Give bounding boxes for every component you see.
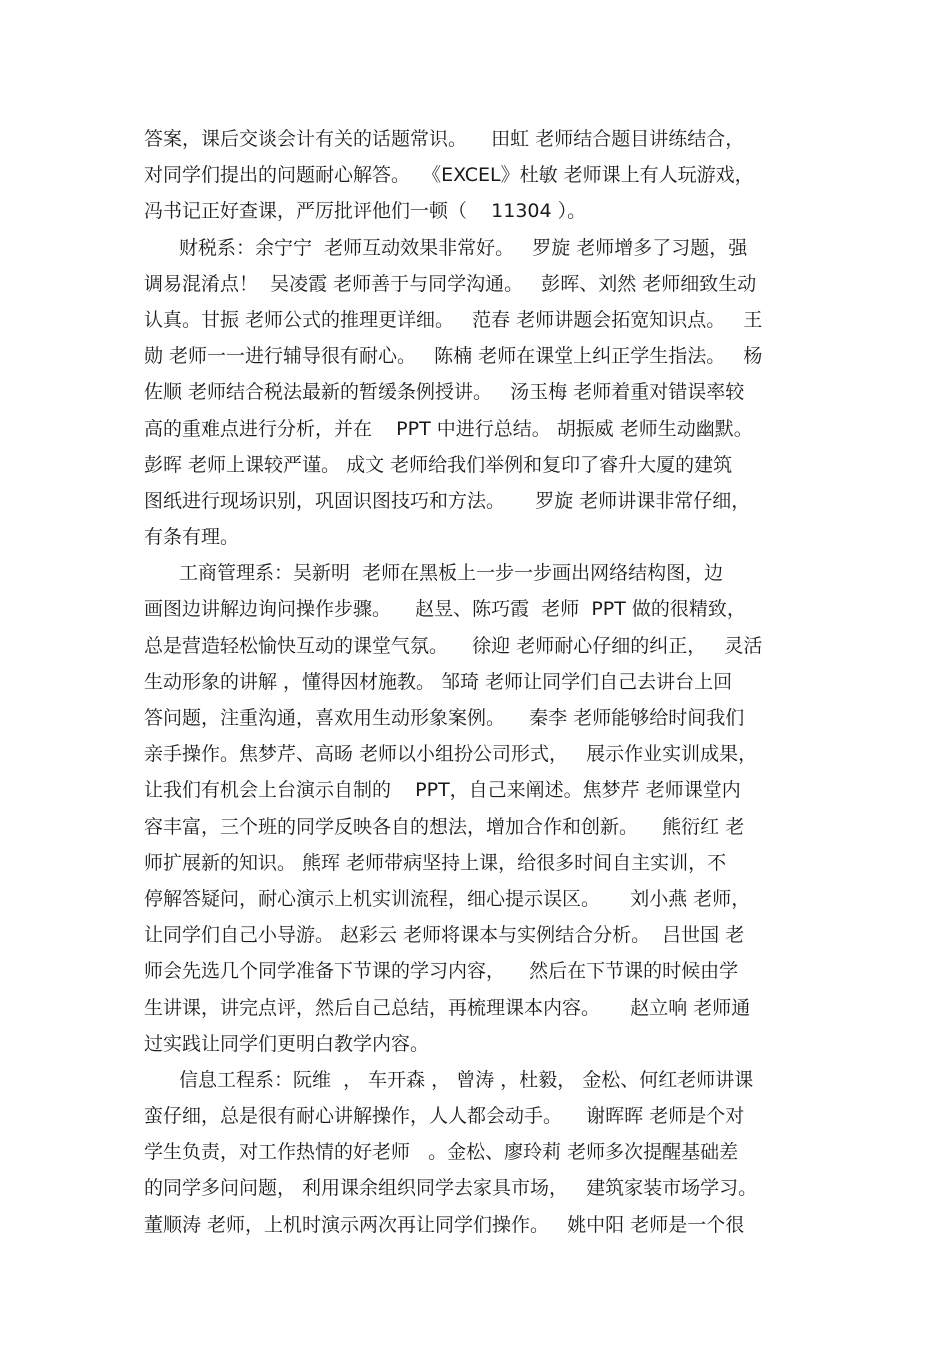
- text-line: 认真。甘振 老师公式的推理更详细。 范春 老师讲题会拓宽知识点。 王: [144, 308, 763, 331]
- text-line: 师会先选几个同学准备下节课的学习内容， 然后在下节课的时候由学: [144, 960, 739, 983]
- text-line: 容丰富，三个班的同学反映各自的想法，增加合作和创新。 熊衍红 老: [144, 815, 745, 838]
- text-line: 师扩展新的知识。 熊珲 老师带病坚持上课，给很多时间自主实训，不: [144, 851, 727, 874]
- paragraph-start-line: 工商管理系：吴新明 老师在黑板上一步一步画出网络结构图，边: [179, 562, 724, 585]
- text-line: 过实践让同学们更明白教学内容。: [144, 1032, 430, 1055]
- text-line: 对同学们提出的问题耐心解答。 《EXCEL》杜敏 老师课上有人玩游戏，: [144, 164, 754, 187]
- text-line: 画图边讲解边询问操作步骤。 赵昱、陈巧霞 老师 PPT 做的很精致，: [144, 598, 746, 621]
- text-line: 让同学们自己小导游。 赵彩云 老师将课本与实例结合分析。 吕世国 老: [144, 924, 745, 947]
- paragraph-start-line: 信息工程系：阮维 ， 车开森 ， 曾涛 ，杜毅， 金松、何红老师讲课: [179, 1068, 754, 1091]
- text-line: 有条有理。: [144, 526, 240, 549]
- text-line: 亲手操作。焦梦芹、高旸 老师以小组扮公司形式， 展示作业实训成果，: [144, 743, 758, 766]
- text-line: 彭晖 老师上课较严谨。 成文 老师给我们举例和复印了睿升大厦的建筑: [144, 453, 733, 476]
- text-line: 生讲课，讲完点评，然后自己总结，再梳理课本内容。 赵立响 老师通: [144, 996, 751, 1019]
- paragraph-start-line: 财税系：余宁宁 老师互动效果非常好。 罗旋 老师增多了习题，强: [179, 236, 748, 259]
- text-line: 生动形象的讲解 ，懂得因材施教。 邹琦 老师让同学们自己去讲台上回: [144, 670, 733, 693]
- text-line: 图纸进行现场识别，巩固识图技巧和方法。 罗旋 老师讲课非常仔细，: [144, 489, 751, 512]
- text-line: 停解答疑问，耐心演示上机实训流程，细心提示误区。 刘小燕 老师，: [144, 887, 751, 910]
- text-line: 佐顺 老师结合税法最新的暂缓条例授讲。 汤玉梅 老师着重对错误率较: [144, 381, 745, 404]
- document-body: [144, 121, 834, 1243]
- text-line: 答案，课后交谈会计有关的话题常识。 田虹 老师结合题目讲练结合，: [144, 128, 745, 150]
- text-line: 总是营造轻松愉快互动的课堂气氛。 徐迎 老师耐心仔细的纠正， 灵活: [144, 634, 763, 657]
- text-line: 董顺涛 老师，上机时演示两次再让同学们操作。 姚中阳 老师是一个很: [144, 1213, 745, 1236]
- text-line: 高的重难点进行分析，并在 PPT 中进行总结。 胡振威 老师生动幽默。: [144, 417, 753, 440]
- text-line: 学生负责，对工作热情的好老师 。金松、廖玲莉 老师多次提醒基础差: [144, 1141, 739, 1164]
- text-line: 勋 老师一一进行辅导很有耐心。 陈楠 老师在课堂上纠正学生指法。 杨: [144, 345, 763, 368]
- text-line: 蛮仔细，总是很有耐心讲解操作，人人都会动手。 谢晖晖 老师是个对: [144, 1105, 745, 1128]
- text-line: 冯书记正好查课，严厉批评他们一顿（ 11304 ）。: [144, 200, 587, 223]
- text-line: 让我们有机会上台演示自制的 PPT，自己来阐述。焦梦芹 老师课堂内: [144, 779, 741, 802]
- text-line: 的同学多问问题， 利用课余组织同学去家具市场， 建筑家装市场学习。: [144, 1177, 758, 1200]
- text-line: 调易混淆点！ 吴凌霞 老师善于与同学沟通。 彭晖、刘然 老师细致生动: [144, 272, 757, 295]
- text-line: 答问题，注重沟通，喜欢用生动形象案例。 秦李 老师能够给时间我们: [144, 707, 745, 729]
